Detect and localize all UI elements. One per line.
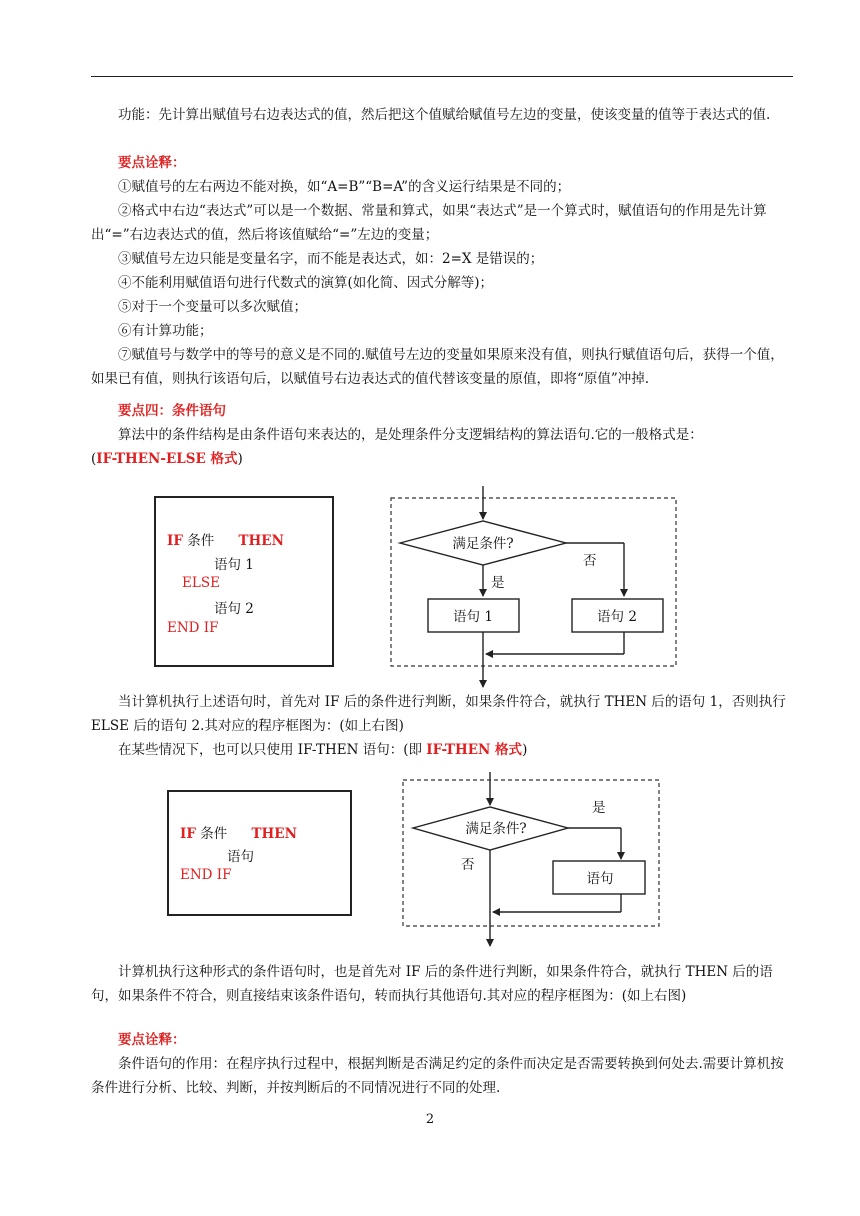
code2-stmt: 语句 — [227, 849, 254, 865]
flow2-no-label: 否 — [461, 857, 475, 873]
format1-open: ( — [91, 451, 97, 467]
code2-if: IF — [180, 826, 196, 842]
code-box-if-then-else — [154, 496, 334, 667]
para-function: 功能：先计算出赋值号右边表达式的值，然后把这个值赋给赋值号左边的变量，使该变量的值等于表达式的值. — [118, 107, 771, 123]
format1-close: ) — [237, 451, 243, 467]
para-conditional — [91, 423, 793, 471]
para-some-cases — [91, 738, 793, 762]
para-role: 条件语句的作用：在程序执行过程中，根据判断是否满足约定的条件而决定是否需要转换到何处去.需要计算机按条件进行分析、比较、判断，并按判断后的不同情况进行不同的处理. — [91, 1056, 784, 1096]
code1-endif: END IF — [167, 620, 219, 636]
section4-title: 要点四：条件语句 — [118, 403, 226, 419]
para-exec2: 计算机执行这种形式的条件语句时，也是首先对 IF 后的条件进行判断，如果条件符合，就执行 THEN 后的语句，如果条件不符合，则直接结束该条件语句，转而执行其他语句.其对应的程序框图为：(如上右图) — [91, 964, 773, 1004]
note-3: ③赋值号左边只能是变量名字，而不能是表达式，如：2=X 是错误的； — [118, 251, 544, 267]
key-note-heading: 要点诠释： — [118, 155, 186, 171]
code1-else: ELSE — [182, 575, 220, 591]
flow1-box2-label: 语句 2 — [597, 609, 637, 625]
note-7: ⑦赋值号与数学中的等号的意义是不同的.赋值号左边的变量如果原来没有值，则执行赋值语句后，获得一个值，如果已有值，则执行该语句后，以赋值号右边表达式的值代替该变量的原值，即将“原值”冲掉. — [91, 347, 784, 387]
note-6: ⑥有计算功能； — [118, 323, 213, 339]
flowchart-if-then-else — [380, 480, 690, 695]
code1-then: THEN — [238, 533, 284, 549]
para-conditional-text: 算法中的条件结构是由条件语句来表达的，是处理条件分支逻辑结构的算法语句.它的一般格式是： — [118, 427, 703, 443]
note-1: ①赋值号的左右两边不能对换，如“A=B”“B=A”的含义运行结果是不同的； — [118, 179, 571, 195]
para-some-pre: 在某些情况下，也可以只使用 IF-THEN 语句：(即 — [118, 742, 427, 758]
page-number: 2 — [425, 1112, 435, 1127]
code2-endif: END IF — [180, 867, 232, 883]
note-4: ④不能利用赋值语句进行代数式的演算(如化简、因式分解等)； — [118, 275, 494, 291]
format2-label: IF-THEN 格式 — [426, 742, 523, 758]
format1-label: IF-THEN-ELSE 格式 — [96, 451, 238, 467]
code1-cond: 条件 — [187, 533, 215, 549]
flowchart-if-then — [395, 770, 675, 955]
code1-stmt1: 语句 1 — [214, 557, 254, 573]
flow2-yes-label: 是 — [592, 800, 606, 816]
code1-stmt2: 语句 2 — [214, 601, 254, 617]
flow1-dashed-frame — [391, 498, 676, 666]
code1-if: IF — [167, 533, 183, 549]
code1-line-if — [167, 529, 284, 549]
flow2-box-label: 语句 — [586, 871, 614, 887]
code2-cond: 条件 — [200, 826, 228, 842]
flow1-box1-label: 语句 1 — [453, 609, 493, 625]
para-exec1: 当计算机执行上述语句时，首先对 IF 后的条件进行判断，如果条件符合，就执行 THEN 后的语句 1，否则执行 ELSE 后的语句 2.其对应的程序框图为：(如上右图) — [91, 694, 786, 734]
note-5: ⑤对于一个变量可以多次赋值； — [118, 299, 307, 315]
note-2: ②格式中右边“表达式”可以是一个数据、常量和算式，如果“表达式”是一个算式时，赋值语句的作用是先计算出“=”右边表达式的值，然后将该值赋给“=”左边的变量； — [91, 203, 767, 243]
flow1-decision-label: 满足条件? — [452, 536, 514, 552]
flow1-yes-label: 是 — [491, 575, 505, 591]
flow1-no-label: 否 — [583, 553, 597, 569]
flow2-decision-label: 满足条件? — [465, 821, 527, 837]
code2-then: THEN — [251, 826, 297, 842]
para-some-post: ) — [522, 742, 528, 758]
key-note-heading-2: 要点诠释： — [118, 1032, 186, 1048]
code-box-if-then — [167, 790, 352, 916]
code2-line-if — [180, 822, 297, 842]
header-rule — [91, 76, 793, 77]
